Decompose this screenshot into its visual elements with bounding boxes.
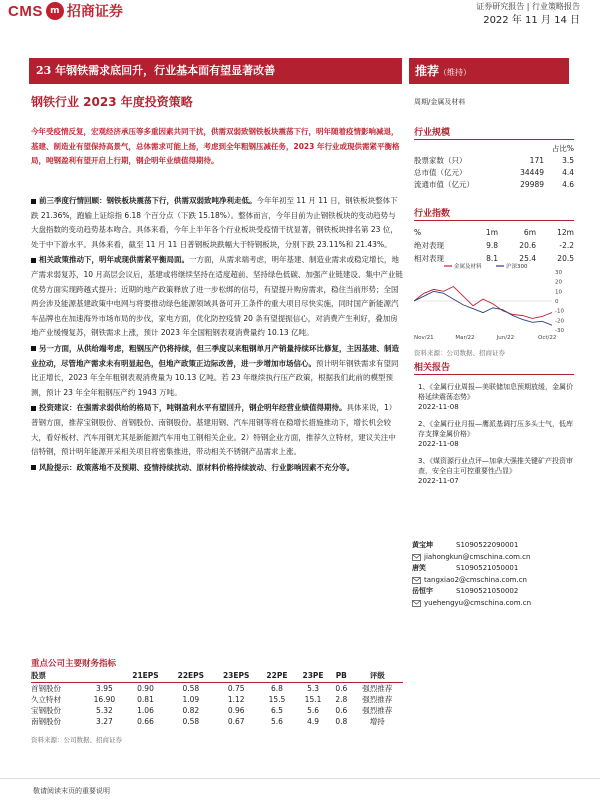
report-link[interactable] — [418, 419, 574, 449]
industry-category: 周期/金属及材料 — [414, 98, 466, 106]
divider — [414, 139, 574, 140]
chart-source: 资料来源：公司数据、招商证券 — [414, 349, 505, 357]
fin-header: 23EPS — [214, 670, 259, 682]
index-value: 8.1 — [486, 254, 498, 263]
report-link[interactable] — [418, 456, 574, 486]
scale-value: 29989 — [520, 180, 544, 189]
brand-badge-icon: m — [46, 2, 64, 20]
fin-table-title: 重点公司主要财务指标 — [31, 659, 117, 669]
table-cell: 0.58 — [182, 716, 200, 726]
scale-row — [414, 179, 574, 191]
fin-header: 23PE — [295, 670, 331, 682]
table-cell: 0.58 — [182, 683, 200, 693]
legend-label: 沪深300 — [506, 264, 528, 270]
mail-icon — [412, 577, 421, 584]
related-reports — [418, 382, 574, 493]
index-value: 20.5 — [557, 254, 574, 263]
scale-value: 34449 — [520, 168, 544, 177]
stock-name: 首钢股份 — [31, 683, 61, 693]
scale-row — [414, 167, 574, 179]
p4-text: 具体来说，1）普钢方面，推荐宝钢股份、首钢股份、南钢股份。基建用钢、汽车用钢等将在稳增长措施推动下，增长机会较大，看好板材、汽车用钢尤其是新能源汽车用电工钢相关企业。2）特钢企业方面，推荐久立特材，建议关注中信特钢，预计明年能源开采相关项目将密集推进，带动相关不锈钢产品需求上涨。 — [31, 403, 397, 457]
report-link[interactable] — [418, 382, 574, 412]
scale-table — [414, 143, 574, 191]
analyst-id: S1090521050001 — [456, 564, 519, 572]
analyst-email-row — [412, 598, 572, 610]
report-title: 23 年钢铁需求底回升，行业基本面有望显著改善 — [29, 58, 402, 84]
paragraph-policy — [31, 253, 403, 341]
table-cell: 0.90 — [137, 683, 154, 693]
x-tick-label: Mar/22 — [455, 335, 475, 341]
summary: 今年受疫情反复，宏观经济承压等多重因素共同干扰，供需双弱致钢铁板块震荡下行，明年随着疫情影响减退，基建、制造业有望保持高景气，总体需求可能上扬，考虑到全年粗钢压减任务，2023 年行业或现供需紧平衡格局，吨钢盈利有望开启上行期，钢企明年业绩值得期待。 — [31, 127, 400, 166]
index-header: 12m — [557, 228, 574, 237]
report-date: 2022 年 11 月 14 日 — [483, 15, 580, 26]
paragraph-supply — [31, 342, 403, 400]
table-cell: 0.66 — [137, 716, 154, 726]
x-tick-label: Nov/21 — [414, 335, 434, 341]
p1-bold: 前三季度行情回顾：钢铁板块震荡下行，供需双弱致吨净利走低。 — [39, 196, 257, 205]
body-text — [31, 194, 403, 476]
paragraph-advice — [31, 401, 403, 459]
scale-label: 股票家数（只） — [414, 156, 467, 165]
index-header: 1m — [485, 228, 498, 237]
paragraph-risk — [31, 461, 403, 476]
table-cell: 强烈推荐 — [362, 705, 393, 715]
bullet-icon — [31, 465, 36, 470]
related-title: 相关报告 — [414, 363, 451, 373]
scale-pct: 4.4 — [562, 168, 574, 177]
bullet-icon — [31, 199, 36, 204]
table-cell: 1.12 — [227, 694, 245, 704]
table-cell: 增持 — [369, 716, 385, 726]
bullet-icon — [31, 346, 36, 351]
divider — [414, 374, 574, 375]
table-cell: 5.32 — [96, 705, 113, 715]
analyst-row — [412, 586, 572, 598]
table-cell: 0.6 — [335, 705, 348, 715]
p4-bold: 投资建议：在强需求弱供给的格局下，吨钢盈利水平有望回升，钢企明年经营业绩值得期待。 — [39, 403, 347, 413]
rating-box — [409, 58, 569, 84]
table-cell: 强烈推荐 — [362, 683, 393, 693]
brand-logo — [8, 2, 123, 20]
table-cell: 3.27 — [96, 716, 113, 726]
analyst-name: 黄宝坤 — [412, 541, 433, 549]
p3-bold: 另一方面，从供给端考虑，粗钢压产仍将持续，但三季度以来粗钢单月产销量持续环比修复，主因基建、制造业拉动，尽管地产需求未有明显起色，但地产政策正边际改善，进一步增加市场信心。 — [31, 343, 399, 368]
table-cell: 1.09 — [182, 694, 200, 704]
table-cell: 0.67 — [227, 716, 245, 726]
scale-label: 流通市值（亿元） — [414, 180, 474, 189]
report-num: 3、 — [418, 457, 430, 465]
x-tick-label: Oct/22 — [538, 335, 557, 341]
report-num: 1、 — [418, 383, 430, 391]
index-chart — [414, 262, 574, 342]
table-row — [31, 705, 403, 716]
divider — [414, 220, 574, 221]
footer-divider — [0, 778, 600, 779]
p5-bold: 风险提示：政策落地不及预期、疫情持续扰动、原材料价格持续波动、行业影响因素不充分等。 — [39, 462, 354, 472]
scale-pct: 4.6 — [562, 180, 574, 189]
table-cell: 强烈推荐 — [362, 694, 393, 704]
index-table — [414, 226, 574, 265]
fin-table — [31, 670, 403, 727]
report-date-item: 2022-11-08 — [418, 440, 459, 448]
report-text: 《煤资源行业点评—加拿大强推关键矿产投资审查，安全自主可控重要性凸显》 — [418, 457, 573, 475]
table-source: 资料来源：公司数据、招商证券 — [31, 736, 122, 744]
y-tick-label: 30 — [555, 270, 562, 276]
scale-pct: 3.5 — [562, 156, 574, 165]
brand-en: CMS — [8, 2, 43, 20]
table-cell: 3.95 — [96, 683, 113, 693]
analyst-email[interactable]: yuehengyu@cmschina.com.cn — [424, 598, 532, 607]
report-num: 2、 — [418, 420, 430, 428]
p1-text: 今年年初至 11 月 11 日，钢铁板块整体下跌 21.36%，跑输上证综指 6.18 个百分点（下跌 15.18%）。整体而言，今年目前为止钢铁板块的变动趋势与大盘指数的变动趋势基本吻合。具体来看，今年上半年各个行业板块受疫情干扰显著，钢铁板块排名第 23 位，处于中下游水平。具体来看，截至 11 月 11 日普钢板块跌幅大于特钢板块，分别下跌 23.11%和 21.43%。 — [31, 196, 398, 249]
p2-bold: 相关政策推动下，明年或现供需紧平衡局面。 — [39, 255, 189, 265]
table-cell: 0.96 — [227, 705, 245, 715]
index-header: % — [414, 228, 422, 237]
y-tick-label: -20 — [555, 318, 564, 325]
series-line-2 — [414, 291, 552, 325]
p2-text: 一方面，从需求端考虑，明年基建、制造业需求或稳定增长，地产需求弱复苏，10 月高层会议后，基建或将继续坚持在适度超前、坚持绿色低碳、加强产业链建设、集中产业链优势方面实现跨越式提升；近期的地产政策释放了进一步松绑的信号，有望提升购房需求，稳住当前形势；全国两会涉及能源基建政策中电网与将要推动绿色能源领域具备可开工条件的重大项目尽快实施，同时国产新能源汽车品牌也在加速海外市场布局的步伐，家电方面，优化防控疫情 20 条有望提振信心，对消费产生利好，叠加房地产业缓慢复苏，钢铁需求上涨，预计 2023 年全国粗钢表观消费量约 10.13 亿吨。 — [31, 255, 403, 338]
y-tick-label: 20 — [555, 279, 562, 286]
analyst-email-row — [412, 552, 572, 564]
scale-title: 行业规模 — [414, 128, 451, 138]
index-title: 行业指数 — [414, 209, 451, 219]
table-cell: 0.8 — [335, 716, 348, 726]
stock-name: 南钢股份 — [31, 716, 61, 726]
mail-icon — [412, 554, 421, 561]
index-row — [414, 239, 574, 252]
x-tick-label: Jun/22 — [496, 335, 515, 341]
unit-header: 占比% — [551, 144, 574, 153]
y-tick-label: 0 — [555, 299, 559, 305]
analyst-row — [412, 563, 572, 575]
index-value: 20.6 — [519, 241, 536, 250]
index-value: 9.8 — [486, 241, 498, 250]
report-type: 证券研究报告 | 行业策略报告 — [476, 2, 580, 11]
fin-header: PB — [331, 670, 351, 682]
table-cell: 15.1 — [304, 694, 322, 704]
legend-label: 金属及材料 — [454, 264, 482, 270]
bullet-icon — [31, 258, 36, 263]
table-row — [31, 694, 403, 705]
stock-name: 久立特材 — [31, 694, 61, 704]
table-cell: 5.6 — [307, 705, 319, 715]
fin-header: 评级 — [352, 670, 403, 682]
fin-header: 22PE — [259, 670, 295, 682]
scale-row — [414, 155, 574, 167]
table-cell: 4.9 — [307, 716, 319, 726]
y-tick-label: -10 — [555, 308, 564, 315]
fin-header: 22EPS — [168, 670, 213, 682]
report-date-item: 2022-11-08 — [418, 403, 459, 411]
y-tick-label: -30 — [555, 328, 564, 334]
report-subtitle: 钢铁行业 2023 年度投资策略 — [31, 95, 193, 109]
analysts — [412, 540, 572, 609]
brand-cn: 招商证券 — [66, 4, 123, 20]
fin-header: 股票 — [31, 670, 86, 682]
analyst-id: S1090521050002 — [456, 587, 519, 595]
analyst-name: 唐笑 — [412, 564, 426, 572]
table-cell: 16.90 — [93, 694, 116, 704]
table-cell: 15.5 — [268, 694, 286, 704]
analyst-id: S1090522090001 — [456, 541, 519, 549]
analyst-email[interactable]: tangxiao2@cmschina.com.cn — [424, 575, 527, 584]
bullet-icon — [31, 406, 36, 411]
footer-note: 敬请阅读末页的重要说明 — [33, 787, 110, 795]
analyst-name: 岳恒宇 — [412, 587, 433, 595]
index-value: 25.4 — [519, 254, 536, 263]
table-cell: 6.5 — [270, 705, 283, 715]
table-row — [31, 682, 403, 694]
index-value: -2.2 — [559, 241, 574, 250]
rating: 推荐 — [415, 64, 440, 78]
fin-header: 21EPS — [123, 670, 168, 682]
table-cell: 0.81 — [137, 694, 154, 704]
table-cell: 6.8 — [270, 683, 283, 693]
table-cell: 2.8 — [335, 694, 348, 704]
p3-text: 预计明年钢铁需求有望同比正增长，2023 年全年粗钢表观消费量为 10.13 亿吨。若 23 年继续执行压产政策，根据我们此前的模型预测，预计 23 年全年粗钢压产约 1943 万吨。 — [31, 358, 399, 397]
stock-name: 宝钢股份 — [31, 705, 61, 715]
mail-icon — [412, 600, 421, 607]
analyst-email-row — [412, 575, 572, 587]
table-cell: 5.6 — [270, 716, 283, 726]
y-tick-label: 10 — [555, 289, 562, 296]
table-cell: 0.82 — [182, 705, 200, 715]
report-date-item: 2022-11-07 — [418, 477, 459, 485]
fin-header-row — [31, 670, 403, 682]
index-label: 绝对表现 — [414, 241, 444, 250]
table-cell: 5.3 — [307, 683, 319, 693]
scale-label: 总市值（亿元） — [414, 168, 467, 177]
rating-note: （维持） — [439, 68, 472, 77]
index-header-row — [414, 226, 574, 239]
paragraph-review — [31, 194, 403, 252]
table-row — [31, 716, 403, 727]
index-header: 6m — [523, 228, 536, 237]
line-chart — [414, 262, 574, 342]
table-cell: 0.75 — [227, 683, 245, 693]
index-label: 相对表现 — [414, 254, 444, 263]
table-cell: 1.06 — [137, 705, 154, 715]
table-cell: 0.6 — [335, 683, 348, 693]
analyst-row — [412, 540, 572, 552]
report-text: 《金属行业月报—鹰派基调打压多头士气，低库存支撑金属价格》 — [418, 420, 573, 438]
report-text: 《金属行业周报—美联储加息预期放缓，金属价格延续震荡态势》 — [418, 383, 573, 401]
analyst-email[interactable]: jiahongkun@cmschina.com.cn — [424, 552, 531, 561]
scale-value: 171 — [529, 156, 544, 165]
